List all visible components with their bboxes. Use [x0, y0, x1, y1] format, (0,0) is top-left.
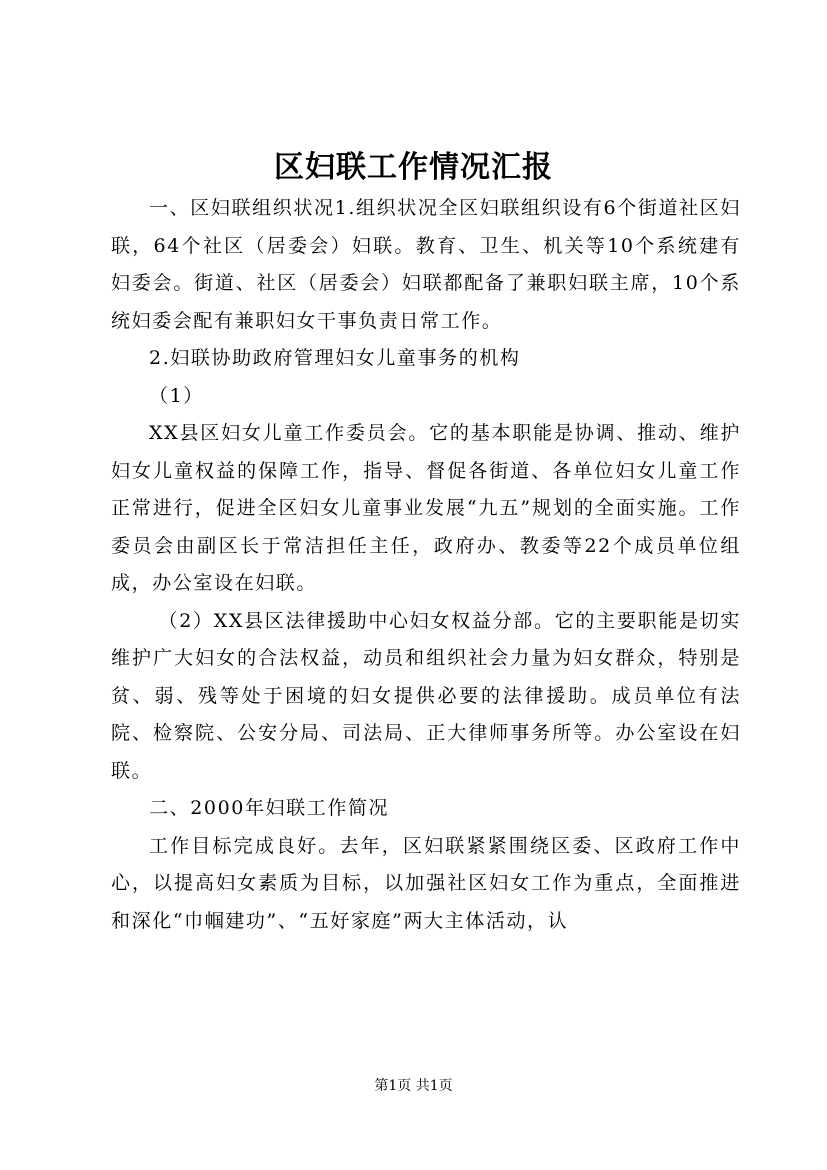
paragraph-women-children-committee: XX县区妇女儿童工作委员会。它的基本职能是协调、推动、维护妇女儿童权益的保障工作，指导、督促各街道、各单位妇女儿童工作正常进行，促进全区妇女儿童事业发展“九五”规划的全面实施。工作委员会由副区长于常洁担任主任，政府办、教委等22个成员单位组成，办公室设在妇联。: [111, 422, 741, 594]
document-body: [111, 190, 741, 940]
paragraph-section-two-heading: 二、2000年妇联工作简况: [149, 797, 390, 819]
paragraph-work-goals: 工作目标完成良好。去年，区妇联紧紧围绕区委、区政府工作中心，以提高妇女素质为目标，以加强社区妇女工作为重点，全面推进和深化“巾帼建功”、“五好家庭”两大主体活动，认: [111, 834, 741, 932]
paragraph-item-1-marker: （1）: [149, 384, 204, 407]
document-title: 区妇联工作情况汇报: [274, 150, 553, 185]
paragraph-org-status: 一、区妇联组织状况1.组织状况全区妇联组织设有6个街道社区妇联，64个社区（居委会）妇联。教育、卫生、机关等10个系统建有妇委会。街道、社区（居委会）妇联都配备了兼职妇联主席，10个系统妇委会配有兼职妇女干事负责日常工作。: [111, 197, 741, 332]
page-footer: 第1页 共1页: [374, 1078, 453, 1094]
paragraph-agency-heading: 2.妇联协助政府管理妇女儿童事务的机构: [149, 347, 521, 369]
paragraph-legal-aid-center: （2）XX县区法律援助中心妇女权益分部。它的主要职能是切实维护广大妇女的合法权益，动员和组织社会力量为妇女群众，特别是贫、弱、残等处于困境的妇女提供必要的法律援助。成员单位有法院、检察院、公安分局、司法局、正大律师事务所等。办公室设在妇联。: [111, 609, 741, 782]
